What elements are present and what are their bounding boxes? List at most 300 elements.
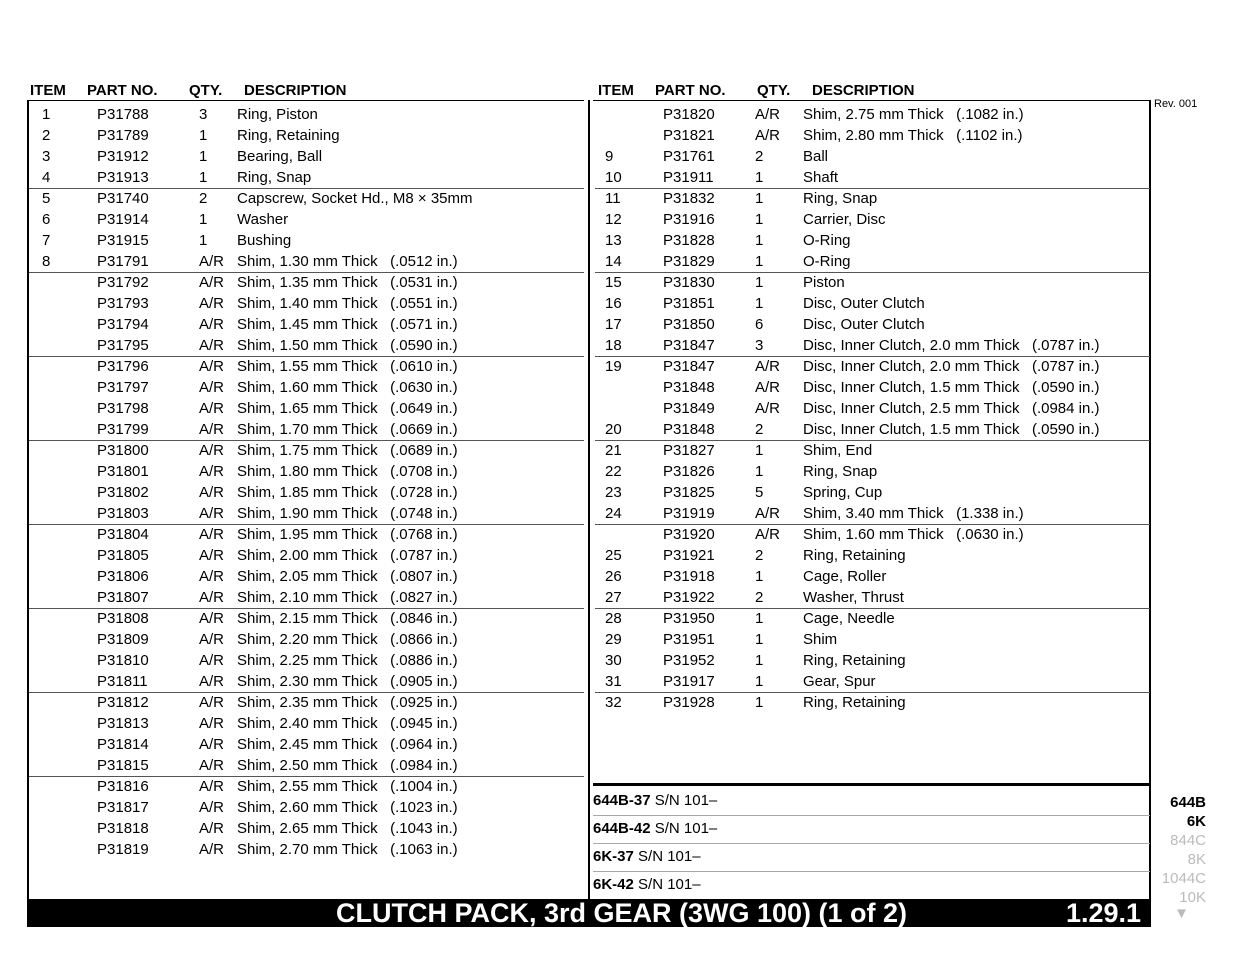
serial-model: 6K-37: [593, 848, 634, 865]
left-header-description: DESCRIPTION: [244, 82, 347, 99]
model-index-item[interactable]: 1044C: [1161, 870, 1206, 887]
table-row: [595, 272, 1150, 293]
table-row: [29, 734, 584, 755]
group-separator: [29, 776, 584, 777]
quantity: A/R: [199, 610, 225, 627]
item-number: 14: [605, 253, 622, 270]
description: Bushing: [237, 232, 292, 249]
quantity: 1: [199, 127, 208, 144]
item-number: 27: [605, 589, 622, 606]
description: Capscrew, Socket Hd., M8 × 35mm: [237, 190, 473, 207]
quantity: 1: [755, 253, 764, 270]
table-row: [29, 146, 584, 167]
description: Shim, 2.80 mm Thick (.1102 in.): [803, 127, 1023, 144]
quantity: A/R: [755, 106, 781, 123]
description: Carrier, Disc: [803, 211, 886, 228]
quantity: A/R: [199, 820, 225, 837]
part-number: P31811: [97, 673, 148, 690]
part-number: P31788: [97, 106, 149, 123]
part-number: P31849: [663, 400, 715, 417]
quantity: 1: [755, 694, 764, 711]
part-number: P31828: [663, 232, 715, 249]
quantity: 1: [755, 232, 764, 249]
quantity: A/R: [199, 274, 225, 291]
part-number: P31825: [663, 484, 715, 501]
quantity: A/R: [199, 652, 225, 669]
page-number: 1.29.1: [1066, 898, 1142, 928]
table-row: [595, 650, 1150, 671]
part-number: P31818: [97, 820, 149, 837]
item-number: 29: [605, 631, 622, 648]
part-number: P31801: [97, 463, 149, 480]
description: Disc, Outer Clutch: [803, 316, 925, 333]
description: Shim, 2.55 mm Thick (.1004 in.): [237, 778, 458, 795]
table-row: [595, 503, 1150, 524]
table-row: [595, 608, 1150, 629]
quantity: A/R: [199, 358, 225, 375]
part-number: P31808: [97, 610, 149, 627]
table-row: [29, 713, 584, 734]
description: Shim, 2.15 mm Thick (.0846 in.): [237, 610, 458, 627]
item-number: 16: [605, 295, 622, 312]
part-number: P31805: [97, 547, 149, 564]
item-number: 1: [42, 106, 51, 123]
table-row: [29, 356, 584, 377]
quantity: 5: [755, 484, 764, 501]
part-number: P31802: [97, 484, 149, 501]
quantity: A/R: [755, 400, 781, 417]
description: Shim, 2.25 mm Thick (.0886 in.): [237, 652, 458, 669]
description: Shim, 2.35 mm Thick (.0925 in.): [237, 694, 458, 711]
serial-model: 6K-42: [593, 876, 634, 893]
table-row: [595, 209, 1150, 230]
quantity: 2: [755, 148, 764, 165]
item-number: 3: [42, 148, 51, 165]
quantity: 1: [755, 673, 764, 690]
item-number: 24: [605, 505, 622, 522]
item-number: 7: [42, 232, 51, 249]
part-number: P31847: [663, 358, 715, 375]
table-row: [595, 587, 1150, 608]
quantity: A/R: [199, 715, 225, 732]
quantity: 1: [755, 169, 764, 186]
item-number: 12: [605, 211, 622, 228]
item-number: 19: [605, 358, 622, 375]
quantity: 1: [199, 211, 208, 228]
item-number: 26: [605, 568, 622, 585]
part-number: P31850: [663, 316, 715, 333]
table-row: [595, 146, 1150, 167]
part-number: P31913: [97, 169, 149, 186]
serial-range: [593, 876, 701, 893]
table-row: [29, 440, 584, 461]
description: Shim, 1.30 mm Thick (.0512 in.): [237, 253, 458, 270]
quantity: 1: [755, 274, 764, 291]
left-header-qty: QTY.: [189, 82, 223, 99]
part-number: P31792: [97, 274, 149, 291]
table-row: [29, 461, 584, 482]
quantity: A/R: [199, 589, 225, 606]
item-number: 4: [42, 169, 51, 186]
group-separator: [595, 356, 1150, 357]
center-divider: [588, 100, 590, 899]
quantity: A/R: [199, 526, 225, 543]
group-separator: [29, 188, 584, 189]
part-number: P31829: [663, 253, 715, 270]
item-number: 22: [605, 463, 622, 480]
table-row: [595, 377, 1150, 398]
part-number: P31809: [97, 631, 149, 648]
table-row: [29, 587, 584, 608]
item-number: 25: [605, 547, 622, 564]
part-number: P31847: [663, 337, 715, 354]
description: Piston: [803, 274, 845, 291]
description: Shim, 1.85 mm Thick (.0728 in.): [237, 484, 458, 501]
table-row: [29, 839, 584, 860]
item-number: 10: [605, 169, 622, 186]
table-row: [29, 398, 584, 419]
right-header-qty: QTY.: [757, 82, 791, 99]
part-number: P31796: [97, 358, 149, 375]
table-row: [29, 503, 584, 524]
quantity: 1: [755, 442, 764, 459]
quantity: A/R: [199, 778, 225, 795]
part-number: P31826: [663, 463, 715, 480]
description: Washer, Thrust: [803, 589, 904, 606]
part-number: P31794: [97, 316, 149, 333]
table-row: [29, 272, 584, 293]
revision-label: Rev. 001: [1154, 98, 1198, 110]
item-number: 21: [605, 442, 622, 459]
quantity: 1: [755, 568, 764, 585]
item-number: 17: [605, 316, 622, 333]
serial-separator: [593, 843, 1150, 844]
model-index-item[interactable]: 10K: [1179, 889, 1206, 906]
quantity: A/R: [199, 442, 225, 459]
quantity: A/R: [199, 400, 225, 417]
part-number: P31815: [97, 757, 149, 774]
more-arrow-icon[interactable]: ▼: [1174, 905, 1189, 922]
item-number: 30: [605, 652, 622, 669]
table-row: [595, 566, 1150, 587]
description: Shim, 1.60 mm Thick (.0630 in.): [237, 379, 458, 396]
table-row: [29, 566, 584, 587]
table-row: [595, 230, 1150, 251]
description: Bearing, Ball: [237, 148, 323, 165]
part-number: P31827: [663, 442, 715, 459]
item-number: 23: [605, 484, 622, 501]
description: Shim, 2.20 mm Thick (.0866 in.): [237, 631, 458, 648]
serial-range: [593, 792, 717, 809]
table-row: [595, 251, 1150, 272]
description: Shaft: [803, 169, 839, 186]
quantity: 1: [755, 295, 764, 312]
part-number: P31920: [663, 526, 715, 543]
table-row: [595, 167, 1150, 188]
table-row: [595, 188, 1150, 209]
quantity: A/R: [199, 337, 225, 354]
quantity: A/R: [199, 295, 225, 312]
part-number: P31912: [97, 148, 149, 165]
description: Disc, Outer Clutch: [803, 295, 925, 312]
part-number: P31820: [663, 106, 715, 123]
item-number: 15: [605, 274, 622, 291]
quantity: A/R: [199, 631, 225, 648]
part-number: P31798: [97, 400, 149, 417]
part-number: P31804: [97, 526, 149, 543]
quantity: 1: [199, 148, 208, 165]
part-number: P31821: [663, 127, 715, 144]
part-number: P31793: [97, 295, 149, 312]
item-number: 8: [42, 253, 51, 270]
item-number: 31: [605, 673, 622, 690]
model-index-item[interactable]: 6K: [1186, 813, 1206, 830]
group-separator: [595, 188, 1150, 189]
description: Shim, 2.30 mm Thick (.0905 in.): [237, 673, 458, 690]
quantity: A/R: [199, 379, 225, 396]
group-separator: [595, 524, 1150, 525]
table-row: [595, 335, 1150, 356]
description: Shim, 2.65 mm Thick (.1043 in.): [237, 820, 458, 837]
model-index-item[interactable]: 8K: [1187, 851, 1206, 868]
serial-separator: [593, 871, 1150, 872]
part-number: P31791: [97, 253, 149, 270]
description: Shim, 2.10 mm Thick (.0827 in.): [237, 589, 458, 606]
table-row: [29, 377, 584, 398]
group-separator: [595, 440, 1150, 441]
group-separator: [29, 440, 584, 441]
group-separator: [29, 272, 584, 273]
part-number: P31928: [663, 694, 715, 711]
table-row: [595, 419, 1150, 440]
table-row: [29, 818, 584, 839]
table-row: [595, 671, 1150, 692]
serial-number-range: S/N 101–: [654, 820, 718, 837]
table-row: [595, 482, 1150, 503]
part-number: P31817: [97, 799, 149, 816]
part-number: P31922: [663, 589, 715, 606]
serial-model: 644B-42: [593, 820, 651, 837]
serial-range: [593, 848, 701, 865]
quantity: 6: [755, 316, 764, 333]
quantity: A/R: [199, 673, 225, 690]
description: Shim, 1.45 mm Thick (.0571 in.): [237, 316, 458, 333]
serial-separator: [593, 815, 1150, 816]
quantity: A/R: [199, 463, 225, 480]
description: Ring, Snap: [237, 169, 312, 186]
part-number: P31916: [663, 211, 715, 228]
part-number: P31816: [97, 778, 149, 795]
table-row: [29, 419, 584, 440]
group-separator: [595, 608, 1150, 609]
description: Shim, 2.50 mm Thick (.0984 in.): [237, 757, 458, 774]
part-number: P31830: [663, 274, 715, 291]
table-row: [29, 335, 584, 356]
quantity: A/R: [199, 736, 225, 753]
description: Shim, 2.75 mm Thick (.1082 in.): [803, 106, 1024, 123]
quantity: 2: [199, 190, 208, 207]
quantity: 1: [755, 463, 764, 480]
description: Ball: [803, 148, 829, 165]
table-row: [29, 524, 584, 545]
part-number: P31950: [663, 610, 715, 627]
description: Disc, Inner Clutch, 1.5 mm Thick (.0590 in.): [803, 379, 1100, 396]
part-number: P31814: [97, 736, 149, 753]
part-number: P31797: [97, 379, 149, 396]
table-row: [29, 755, 584, 776]
part-number: P31789: [97, 127, 149, 144]
description: Ring, Retaining: [803, 547, 906, 564]
group-separator: [29, 524, 584, 525]
quantity: A/R: [199, 757, 225, 774]
left-header-part: PART NO.: [87, 82, 158, 99]
quantity: A/R: [199, 421, 225, 438]
quantity: 1: [199, 232, 208, 249]
item-number: 2: [42, 127, 51, 144]
part-number: P31761: [663, 148, 715, 165]
part-number: P31810: [97, 652, 149, 669]
part-number: P31799: [97, 421, 149, 438]
description: Spring, Cup: [803, 484, 883, 501]
table-row: [29, 608, 584, 629]
table-row: [595, 461, 1150, 482]
table-row: [29, 230, 584, 251]
part-number: P31848: [663, 379, 715, 396]
part-number: P31812: [97, 694, 149, 711]
quantity: A/R: [199, 694, 225, 711]
right-header-part: PART NO.: [655, 82, 726, 99]
table-row: [595, 104, 1150, 125]
part-number: P31806: [97, 568, 149, 585]
description: Ring, Retaining: [803, 652, 906, 669]
group-separator: [29, 692, 584, 693]
serial-range: [593, 820, 717, 837]
description: Cage, Roller: [803, 568, 887, 585]
serial-number-range: S/N 101–: [638, 876, 701, 893]
description: Disc, Inner Clutch, 1.5 mm Thick (.0590 in.): [803, 421, 1100, 438]
right-header-description: DESCRIPTION: [812, 82, 915, 99]
table-row: [595, 629, 1150, 650]
quantity: 3: [755, 337, 764, 354]
quantity: A/R: [199, 568, 225, 585]
table-row: [29, 167, 584, 188]
table-row: [595, 692, 1150, 713]
group-separator: [29, 356, 584, 357]
description: Ring, Retaining: [237, 127, 340, 144]
table-row: [29, 104, 584, 125]
description: Shim: [803, 631, 838, 648]
table-row: [595, 524, 1150, 545]
description: Washer: [237, 211, 289, 228]
table-row: [595, 440, 1150, 461]
group-separator: [595, 272, 1150, 273]
quantity: A/R: [199, 799, 225, 816]
part-number: P31918: [663, 568, 715, 585]
description: Shim, 1.70 mm Thick (.0669 in.): [237, 421, 458, 438]
table-row: [29, 776, 584, 797]
description: Shim, End: [803, 442, 873, 459]
item-number: 13: [605, 232, 622, 249]
table-row: [595, 125, 1150, 146]
quantity: A/R: [755, 358, 781, 375]
part-number: P31914: [97, 211, 149, 228]
part-number: P31917: [663, 673, 715, 690]
right-header-item: ITEM: [598, 82, 634, 99]
table-row: [29, 629, 584, 650]
description: Shim, 1.90 mm Thick (.0748 in.): [237, 505, 458, 522]
part-number: P31832: [663, 190, 715, 207]
serial-model: 644B-37: [593, 792, 651, 809]
table-row: [29, 692, 584, 713]
description: Shim, 1.60 mm Thick (.0630 in.): [803, 526, 1024, 543]
serial-number-range: S/N 101–: [638, 848, 701, 865]
item-number: 32: [605, 694, 622, 711]
description: Disc, Inner Clutch, 2.0 mm Thick (.0787 in.): [803, 358, 1100, 375]
part-number: P31795: [97, 337, 149, 354]
description: Ring, Piston: [237, 106, 318, 123]
table-row: [595, 545, 1150, 566]
quantity: 2: [755, 547, 764, 564]
quantity: 1: [755, 610, 764, 627]
left-header-item: ITEM: [30, 82, 66, 99]
serial-number-range: S/N 101–: [654, 792, 718, 809]
description: Cage, Needle: [803, 610, 895, 627]
quantity: A/R: [199, 316, 225, 333]
part-number: P31952: [663, 652, 715, 669]
part-number: P31819: [97, 841, 149, 858]
table-row: [595, 356, 1150, 377]
model-index-item[interactable]: 644B: [1170, 794, 1206, 811]
table-row: [29, 125, 584, 146]
part-number: P31911: [663, 169, 714, 186]
table-row: [29, 482, 584, 503]
table-row: [29, 293, 584, 314]
description: Shim, 1.40 mm Thick (.0551 in.): [237, 295, 458, 312]
description: Shim, 1.50 mm Thick (.0590 in.): [237, 337, 458, 354]
quantity: 1: [755, 631, 764, 648]
quantity: 1: [199, 169, 208, 186]
table-row: [29, 671, 584, 692]
quantity: A/R: [199, 484, 225, 501]
description: Shim, 2.45 mm Thick (.0964 in.): [237, 736, 458, 753]
part-number: P31740: [97, 190, 149, 207]
description: Disc, Inner Clutch, 2.0 mm Thick (.0787 in.): [803, 337, 1100, 354]
quantity: 3: [199, 106, 208, 123]
group-separator: [29, 608, 584, 609]
item-number: 20: [605, 421, 622, 438]
quantity: A/R: [199, 547, 225, 564]
description: Disc, Inner Clutch, 2.5 mm Thick (.0984 in.): [803, 400, 1100, 417]
item-number: 18: [605, 337, 622, 354]
part-number: P31803: [97, 505, 149, 522]
description: Shim, 1.55 mm Thick (.0610 in.): [237, 358, 458, 375]
left-parts-table: [29, 100, 584, 860]
description: Shim, 2.40 mm Thick (.0945 in.): [237, 715, 458, 732]
model-index-item[interactable]: 844C: [1170, 832, 1206, 849]
description: Shim, 1.75 mm Thick (.0689 in.): [237, 442, 458, 459]
quantity: A/R: [199, 253, 225, 270]
item-number: 9: [605, 148, 614, 165]
quantity: A/R: [755, 127, 781, 144]
description: Shim, 2.05 mm Thick (.0807 in.): [237, 568, 458, 585]
description: Ring, Snap: [803, 463, 878, 480]
part-number: P31915: [97, 232, 149, 249]
item-number: 28: [605, 610, 622, 627]
quantity: 2: [755, 421, 764, 438]
right-parts-table: [595, 100, 1150, 780]
item-number: 11: [605, 190, 621, 207]
part-number: P31851: [663, 295, 715, 312]
